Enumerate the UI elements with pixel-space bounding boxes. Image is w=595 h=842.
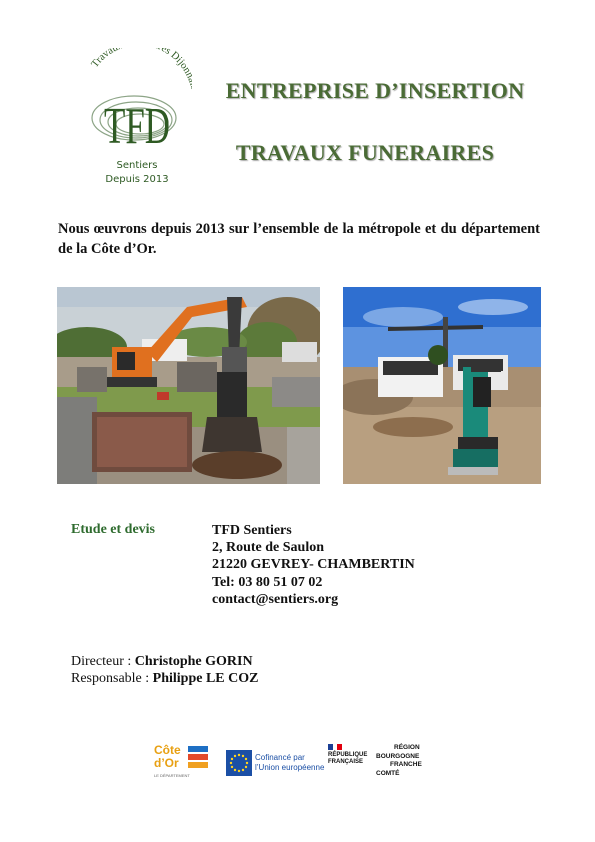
contact-email[interactable]: contact@sentiers.org	[212, 591, 339, 607]
republique-line1: RÉPUBLIQUE	[328, 752, 368, 758]
partner-logos	[150, 740, 450, 784]
eu-flag-icon	[226, 750, 252, 776]
eu-line2: l’Union européenne	[255, 763, 325, 772]
cote-dor-sub: LE DÉPARTEMENT	[154, 773, 190, 778]
contact-street: 2, Route de Saulon	[212, 540, 325, 556]
contact-company: TFD Sentiers	[212, 523, 292, 538]
photo-cemetery-excavator	[57, 287, 320, 484]
director-row	[71, 653, 258, 670]
region-line1: RÉGION	[394, 744, 420, 751]
region-line2: BOURGOGNE	[376, 752, 420, 760]
people-block	[71, 653, 258, 687]
section-label-quote: Etude et devis	[71, 522, 155, 537]
contact-phone: Tel: 03 80 51 07 02	[212, 574, 323, 590]
logo-cote-dor	[154, 744, 214, 782]
logo-since: Depuis 2013	[105, 174, 169, 185]
manager-name: Philippe LE COZ	[152, 671, 259, 686]
contact-block	[212, 522, 415, 608]
region-line4: COMTÉ	[376, 769, 400, 777]
manager-row	[71, 670, 258, 687]
title-line-2: TRAVAUX FUNERAIRES	[235, 140, 495, 165]
director-name: Christophe GORIN	[134, 654, 253, 669]
logo-name: Sentiers	[116, 160, 158, 171]
cote-dor-line1: Côte	[154, 743, 181, 757]
marianne-icon	[328, 744, 342, 750]
director-label: Directeur :	[71, 654, 135, 669]
cote-dor-stripe-blue	[188, 746, 208, 752]
manager-label: Responsable :	[71, 671, 153, 686]
svg-text:Travaux Funéraires Dijonnais	[90, 48, 192, 91]
region-logo	[376, 744, 426, 778]
logo-monogram: TFD	[104, 98, 170, 155]
eu-text	[255, 753, 324, 773]
cote-dor-line2: d’Or	[154, 756, 179, 770]
photo-worksite-excavator	[343, 287, 541, 484]
eu-line1: Cofinancé par	[255, 753, 305, 762]
republique-text	[328, 752, 367, 766]
contact-city: 21220 GEVREY- CHAMBERTIN	[212, 557, 415, 573]
logo-arc-text: Travau es Dijon	[89, 48, 192, 76]
intro-paragraph: Nous œuvrons depuis 2013 sur l’ensemble de la métropole et du département de la Côte d’Or.	[58, 221, 540, 257]
cote-dor-stripe-red	[188, 754, 208, 760]
company-logo	[82, 48, 192, 190]
region-line3: FRANCHE	[390, 761, 422, 768]
republique-line2: FRANÇAISE	[328, 759, 364, 765]
cote-dor-stripe-orange	[188, 762, 208, 768]
title-line-1: ENTREPRISE D’INSERTION	[225, 78, 525, 103]
